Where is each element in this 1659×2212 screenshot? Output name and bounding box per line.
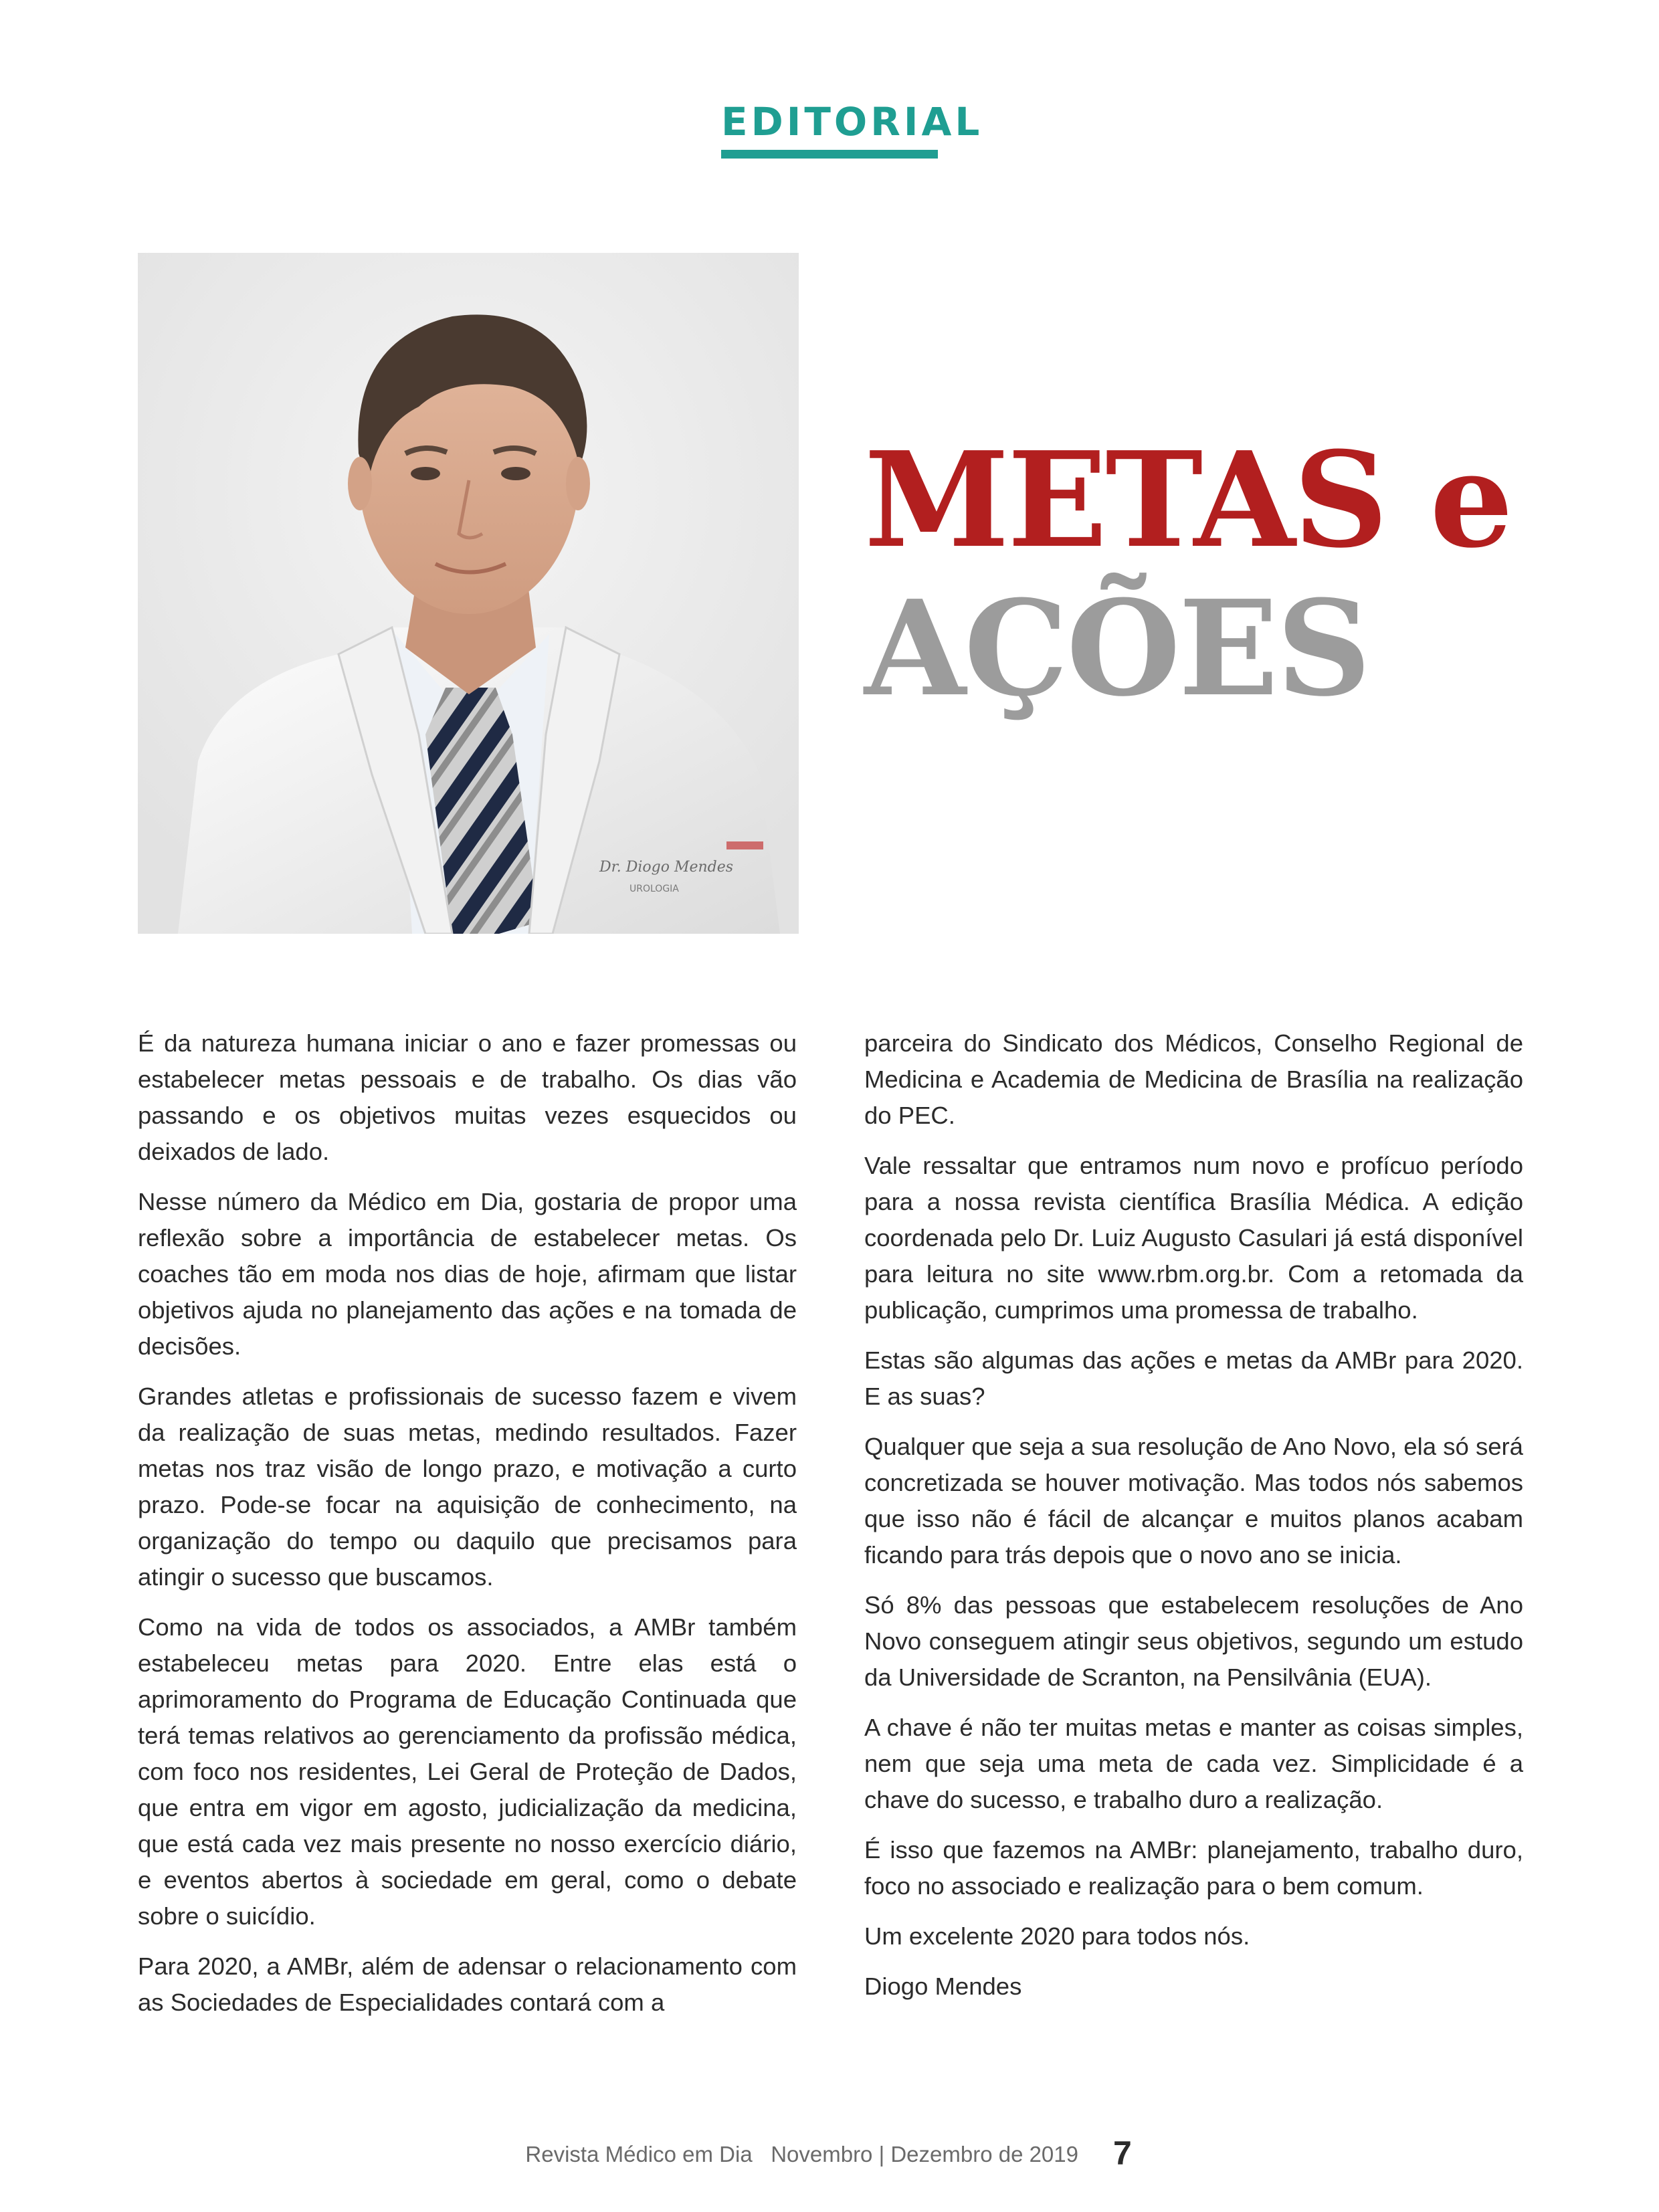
page-number: 7 [1113, 2134, 1132, 2172]
footer-credit [525, 2142, 1078, 2167]
paragraph: Qualquer que seja a sua resolução de Ano Novo, ela só será concretizada se houver motivação. Mas todos nós sabemos que isso não é fácil de alcançar e muitos planos acabam ficando para trás depois que o novo ano se inicia. [864, 1433, 1523, 1569]
author-photo [138, 253, 799, 934]
section-underline [721, 150, 938, 159]
paragraph: Como na vida de todos os associados, a AMBr também estabeleceu metas para 2020. Entre elas está o aprimoramento do Programa de Educação Continuada que terá temas relativos ao gerenciamento da profissão médica, com foco nos residentes, Lei Geral de Proteção de Dados, que entra em vigor em agosto, judicialização da medicina, que está cada vez mais presente no nosso exercício diário, e eventos abertos à sociedade em geral, como o debate sobre o suicídio. [138, 1613, 797, 1930]
issue-date: Novembro | Dezembro de 2019 [771, 2142, 1078, 2167]
paragraph: Um excelente 2020 para todos nós. [864, 1922, 1250, 1950]
article-column-left [138, 1025, 797, 2035]
author-signature: Diogo Mendes [864, 1973, 1022, 2000]
headline-line-2: AÇÕES [864, 572, 1369, 726]
magazine-name: Revista Médico em Dia [525, 2142, 753, 2167]
paragraph: Só 8% das pessoas que estabelecem resoluções de Ano Novo conseguem atingir seus objetivos, segundo um estudo da Universidade de Scranton, na Pensilvânia (EUA). [864, 1591, 1523, 1691]
coat-specialty: UROLOGIA [629, 884, 679, 894]
paragraph: Grandes atletas e profissionais de sucesso fazem e vivem da realização de suas metas, medindo resultados. Fazer metas nos traz visão de longo prazo, e motivação a curto prazo. Pode-se focar na aquisição de conhecimento, na organização do tempo ou daquilo que precisamos para atingir o sucesso que buscamos. [138, 1383, 797, 1591]
author-portrait-illustration [138, 253, 799, 934]
headline-line-1: METAS e [864, 423, 1512, 577]
paragraph: A chave é não ter muitas metas e manter as coisas simples, nem que seja uma meta de cada vez. Simplicidade é a chave do sucesso, e trabalho duro a realização. [864, 1714, 1523, 1813]
paragraph: Nesse número da Médico em Dia, gostaria de propor uma reflexão sobre a importância de estabelecer metas. Os coaches tão em moda nos dias de hoje, afirmam que listar objetivos ajuda no planejamento das ações e na tomada de decisões. [138, 1188, 797, 1360]
paragraph: Vale ressaltar que entramos num novo e profícuo período para a nossa revista científica Brasília Médica. A edição coordenada pelo Dr. Luiz Augusto Casulari já está disponível para leitura no site www.rbm.org.br. Com a retomada da publicação, cumprimos uma promessa de trabalho. [864, 1152, 1523, 1324]
sleeve-logo [726, 841, 763, 849]
paragraph: É isso que fazemos na AMBr: planejamento, trabalho duro, foco no associado e realização para o bem comum. [864, 1836, 1523, 1900]
paragraph: Estas são algumas das ações e metas da AMBr para 2020. E as suas? [864, 1346, 1523, 1410]
section-label: EDITORIAL [721, 99, 983, 144]
article-column-right [864, 1025, 1523, 2019]
coat-nametag: Dr. Diogo Mendes [599, 859, 734, 876]
paragraph: É da natureza humana iniciar o ano e fazer promessas ou estabelecer metas pessoais e de trabalho. Os dias vão passando e os objetivos muitas vezes esquecidos ou deixados de lado. [138, 1029, 797, 1165]
paragraph: Para 2020, a AMBr, além de adensar o relacionamento com as Sociedades de Especialidades contará com a [138, 1952, 797, 2016]
paragraph: parceira do Sindicato dos Médicos, Conselho Regional de Medicina e Academia de Medicina de Brasília na realização do PEC. [864, 1029, 1523, 1129]
